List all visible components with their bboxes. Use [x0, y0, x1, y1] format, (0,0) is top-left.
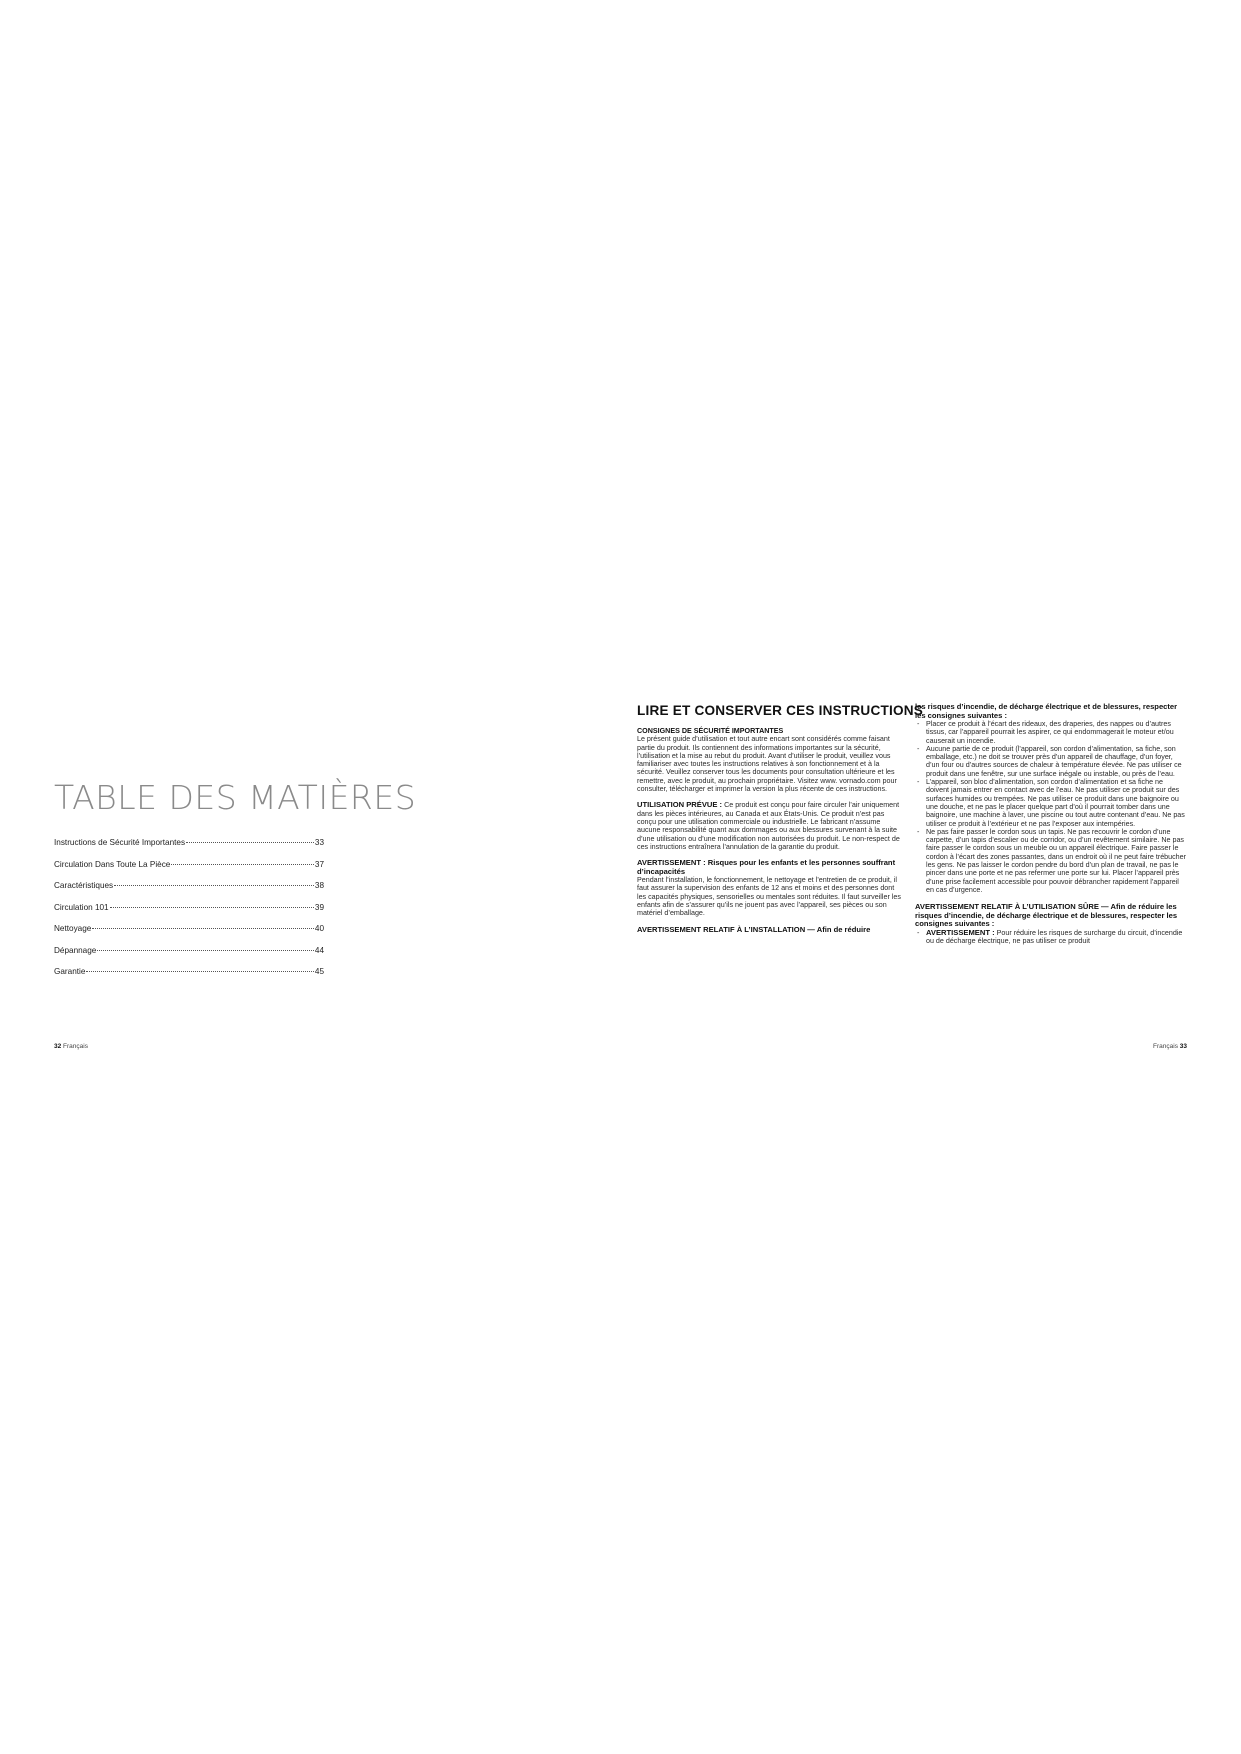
install-warning-heading: AVERTISSEMENT RELATIF À L’INSTALLATION — Afin de réduire — [637, 924, 871, 934]
toc-item-page: 45 — [314, 967, 324, 976]
list-item: - Placer ce produit à l’écart des rideaux, des draperies, des nappes ou d’autres tissus, car l’appareil pourrait les aspirer, ce qui endommagerait le moteur et/ou causerait un incendie. — [915, 720, 1187, 745]
toc-item[interactable] — [54, 838, 324, 860]
toc-leader — [171, 864, 314, 865]
toc-item-label: Nettoyage — [54, 924, 92, 933]
toc-title: TABLE DES MATIÈRES — [54, 778, 417, 817]
toc-item-label: Instructions de Sécurité Importantes — [54, 838, 186, 847]
page-number: 33 — [1179, 1043, 1187, 1050]
children-warning-heading: AVERTISSEMENT : Risques pour les enfants et les personnes souffrant d’incapacités — [637, 858, 896, 876]
toc-item[interactable] — [54, 924, 324, 946]
intended-use-label: UTILISATION PRÉVUE : — [637, 800, 723, 810]
footer-language: Français — [1153, 1043, 1178, 1050]
toc-item-page: 37 — [314, 859, 324, 869]
intended-use-paragraph — [637, 801, 905, 851]
list-item — [915, 929, 1187, 946]
footer-language: Français — [63, 1043, 88, 1050]
toc-item-label: Circulation 101 — [54, 902, 109, 912]
toc-leader — [92, 928, 314, 929]
children-warning-paragraph: Pendant l’installation, le fonctionnement, le nettoyage et l’entretien de ce produit, il faut assurer la supervision des enfants de 12 ans et moins et des personnes dont les capacités physiques, sensorielles ou mentales sont réduites. Il faut surveiller les enfants afin de s’assurer qu’ils ne jouent pas avec l’appareil, ses pièces ou son matériel d’emballage. — [637, 876, 901, 918]
toc-item-label: Caractéristiques — [54, 881, 114, 890]
install-warning-continued: les risques d’incendie, de décharge électrique et de blessures, respecter les consignes suivantes : — [915, 702, 1178, 720]
toc-leader — [86, 971, 313, 972]
toc-item-page: 33 — [314, 838, 324, 847]
safe-use-bullet-text: Pour réduire les risques de surcharge du circuit, d’incendie ou de décharge électrique, ne pas utiliser ce produit — [926, 928, 1183, 946]
toc-leader — [110, 907, 314, 908]
text-column-2 — [915, 703, 1187, 954]
safety-subheading: CONSIGNES DE SÉCURITÉ IMPORTANTES — [637, 727, 784, 735]
section-heading: LIRE ET CONSERVER CES INSTRUCTIONS — [637, 703, 924, 718]
install-bullet-list — [915, 720, 1187, 894]
list-item: - L’appareil, son bloc d’alimentation, son cordon d’alimentation et sa fiche ne doivent jamais entrer en contact avec de l’eau. Ne pas utiliser ce produit sur des surfaces humides ou trempées. Ne pas utiliser ce produit dans une baignoire ou une douche, et ne pas le placer quelque part d’où il pourrait tomber dans une baignoire, une machine à laver, une piscine ou tout autre contenant d’eau. Ne pas utiliser ce produit à l’extérieur et ne pas l’exposer aux intempéries. — [915, 778, 1187, 828]
toc-leader — [97, 950, 314, 951]
toc-item-page: 38 — [314, 881, 324, 890]
toc-leader — [186, 842, 314, 843]
page-number: 32 — [54, 1043, 62, 1050]
toc-item[interactable] — [54, 881, 324, 903]
list-item: - Aucune partie de ce produit (l’appareil, son cordon d’alimentation, sa fiche, son emballage, etc.) ne doit se trouver près d’un appareil de chauffage, d’un foyer, d’un four ou d’autres sources de chaleur à température élevée. Ne pas utiliser ce produit dans une fenêtre, sur une surface inégale ou instable, ou près de l’eau. — [915, 745, 1187, 778]
left-page-footer — [54, 1043, 88, 1050]
text-column-1 — [637, 703, 924, 934]
toc-item-page: 44 — [314, 945, 324, 955]
list-item: - Ne pas faire passer le cordon sous un tapis. Ne pas recouvrir le cordon d’une carpette, d’un tapis d’escalier ou de corridor, ou d’un revêtement similaire. Ne pas faire passer le cordon sous un meuble ou un appareil électrique. Faire passer le cordon à l’écart des zones passantes, dans un endroit où il ne peut faire trébucher les gens. Ne pas laisser le cordon pendre du bord d’un plan de travail, ne pas le pincer dans une porte et ne pas refermer une porte sur lui. Placer l’appareil près d’une prise facilement accessible pour pouvoir débrancher rapidement l’appareil en cas d’urgence. — [915, 828, 1187, 894]
toc-item[interactable] — [54, 946, 324, 968]
toc-item-label: Dépannage — [54, 945, 97, 955]
right-page-footer — [1153, 1043, 1187, 1050]
safety-paragraph: Le présent guide d’utilisation et tout autre encart sont considérés comme faisant partie du produit. Ils contiennent des informations importantes sur la sécurité, l’utilisation et la mise au rebut du produit. Avant d’utiliser le produit, veuillez vous familiariser avec toutes les instructions relatives à son fonctionnement et à la sécurité. Veuillez conserver tous les documents pour consultation ultérieure et les remettre, avec le produit, au prochain propriétaire. Visitez www. vornado.com pour consulter, télécharger et imprimer la version la plus récente de ces instructions. — [637, 735, 897, 794]
toc-item-label: Garantie — [54, 967, 86, 976]
toc-item-page: 39 — [314, 902, 324, 912]
toc-item[interactable] — [54, 903, 324, 925]
toc-list — [54, 838, 324, 989]
toc-item[interactable] — [54, 967, 324, 989]
toc-item[interactable] — [54, 860, 324, 882]
safe-use-bullet-label: AVERTISSEMENT : — [926, 927, 995, 937]
safe-use-heading: AVERTISSEMENT RELATIF À L’UTILISATION SÛRE — Afin de réduire les risques d’incendie, de décharge électrique et de blessures, respecter les consignes suivantes : — [915, 902, 1178, 929]
toc-item-label: Circulation Dans Toute La Pièce — [54, 859, 171, 869]
left-page — [0, 0, 620, 1754]
intended-use-text: Ce produit est conçu pour faire circuler l’air uniquement dans les pièces intérieures, au Canada et aux États-Unis. Ce produit n’est pas conçu pour une utilisation commerciale ou industrielle. Le fabricant n’assume aucune responsabilité quant aux dommages ou aux blessures survenant à la suite d’une utilisation ou d’une modification non autorisées du produit. Le non-respect de ces instructions entraînera l’annulation de la garantie du produit. — [637, 801, 900, 851]
toc-item-page: 40 — [314, 924, 324, 933]
toc-leader — [114, 885, 314, 886]
safe-use-bullet-list — [915, 929, 1187, 946]
